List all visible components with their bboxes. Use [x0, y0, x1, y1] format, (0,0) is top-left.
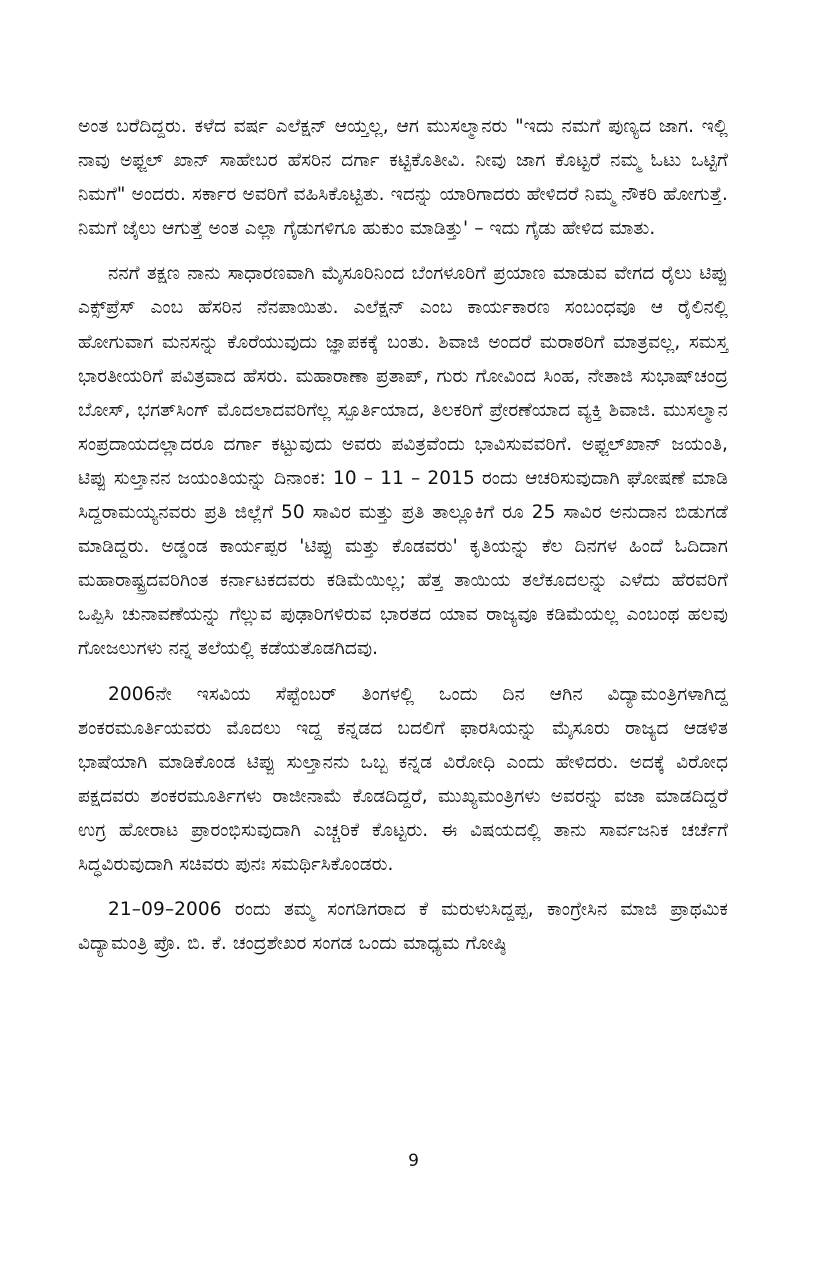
page-body	[78, 110, 728, 961]
page-number: 9	[408, 1151, 419, 1171]
paragraph-2: ನನಗೆ ತಕ್ಷಣ ನಾನು ಸಾಧಾರಣವಾಗಿ ಮೈಸೂರಿನಿಂದ ಬೆಂಗಳೂರಿಗೆ ಪ್ರಯಾಣ ಮಾಡುವ ವೇಗದ ರೈಲು ಟಿಪ್ಪು ಎಕ್ಸ್‌ಪ್ರೆಸ್ ಎಂಬ ಹೆಸರಿನ ನೆನಪಾಯಿತು. ಎಲೆಕ್ಷನ್ ಎಂಬ ಕಾರ್ಯಕಾರಣ ಸಂಬಂಧವೂ ಆ ರೈಲಿನಲ್ಲಿ ಹೋಗುವಾಗ ಮನಸನ್ನು ಕೊರೆಯುವುದು ಜ್ಞಾಪಕಕ್ಕೆ ಬಂತು. ಶಿವಾಜಿ ಅಂದರೆ ಮರಾಠರಿಗೆ ಮಾತ್ರವಲ್ಲ, ಸಮಸ್ತ ಭಾರತೀಯರಿಗೆ ಪವಿತ್ರವಾದ ಹೆಸರು. ಮಹಾರಾಣಾ ಪ್ರತಾಪ್, ಗುರು ಗೋವಿಂದ ಸಿಂಹ, ನೇತಾಜಿ ಸುಭಾಷ್‌ಚಂದ್ರ ಬೋಸ್, ಭಗತ್‌ಸಿಂಗ್ ಮೊದಲಾದವರಿಗೆಲ್ಲ ಸ್ಪೂರ್ತಿಯಾದ, ತಿಲಕರಿಗೆ ಪ್ರೇರಣೆಯಾದ ವ್ಯಕ್ತಿ ಶಿವಾಜಿ. ಮುಸಲ್ಮಾನ ಸಂಪ್ರದಾಯದಲ್ಲಾದರೂ ದರ್ಗಾ ಕಟ್ಟುವುದು ಅವರು ಪವಿತ್ರವೆಂದು ಭಾವಿಸುವವರಿಗೆ. ಅಫ್ಜಲ್‌ಖಾನ್ ಜಯಂತಿ, ಟಿಪ್ಪು ಸುಲ್ತಾನನ ಜಯಂತಿಯನ್ನು ದಿನಾಂಕ: 10 – 11 – 2015 ರಂದು ಆಚರಿಸುವುದಾಗಿ ಘೋಷಣೆ ಮಾಡಿ ಸಿದ್ದರಾಮಯ್ಯನವರು ಪ್ರತಿ ಜಿಲ್ಲೆಗೆ 50 ಸಾವಿರ ಮತ್ತು ಪ್ರತಿ ತಾಲ್ಲೂಕಿಗೆ ರೂ 25 ಸಾವಿರ ಅನುದಾನ ಬಿಡುಗಡೆ ಮಾಡಿದ್ದರು. ಅಡ್ಡಂಡ ಕಾರ್ಯಪ್ಪರ 'ಟಿಪ್ಪು ಮತ್ತು ಕೊಡವರು' ಕೃತಿಯನ್ನು ಕೆಲ ದಿನಗಳ ಹಿಂದೆ ಓದಿದಾಗ ಮಹಾರಾಷ್ಟ್ರದವರಿಗಿಂತ ಕರ್ನಾಟಕದವರು ಕಡಿಮೆಯಿಲ್ಲ; ಹೆತ್ತ ತಾಯಿಯ ತಲೆಕೂದಲನ್ನು ಎಳೆದು ಹೆರವರಿಗೆ ಒಪ್ಪಿಸಿ ಚುನಾವಣೆಯನ್ನು ಗೆಲ್ಲುವ ಪುಢಾರಿಗಳಿರುವ ಭಾರತದ ಯಾವ ರಾಜ್ಯವೂ ಕಡಿಮೆಯಲ್ಲ ಎಂಬಂಥ ಹಲವು ಗೋಜಲುಗಳು ನನ್ನ ತಲೆಯಲ್ಲಿ ಕಡೆಯತೊಡಗಿದವು.	[78, 263, 728, 660]
paragraph-4: 21–09–2006 ರಂದು ತಮ್ಮ ಸಂಗಡಿಗರಾದ ಕೆ ಮರುಳುಸಿದ್ದಪ್ಪ, ಕಾಂಗ್ರೇಸಿನ ಮಾಜಿ ಪ್ರಾಥಮಿಕ ವಿದ್ಯಾಮಂತ್ರಿ ಪ್ರೊ. ಬಿ. ಕೆ. ಚಂದ್ರಶೇಖರ ಸಂಗಡ ಒಂದು ಮಾಧ್ಯಮ ಗೋಷ್ಠಿ	[78, 899, 728, 955]
paragraph-3: 2006ನೇ ಇಸವಿಯ ಸೆಪ್ಟೆಂಬರ್ ತಿಂಗಳಲ್ಲಿ ಒಂದು ದಿನ ಆಗಿನ ವಿದ್ಯಾಮಂತ್ರಿಗಳಾಗಿದ್ದ ಶಂಕರಮೂರ್ತಿಯವರು ಮೊದಲು ಇದ್ದ ಕನ್ನಡದ ಬದಲಿಗೆ ಫಾರಸಿಯನ್ನು ಮೈಸೂರು ರಾಜ್ಯದ ಆಡಳಿತ ಭಾಷೆಯಾಗಿ ಮಾಡಿಕೊಂಡ ಟಿಪ್ಪು ಸುಲ್ತಾನನು ಒಬ್ಬ ಕನ್ನಡ ವಿರೋಧಿ ಎಂದು ಹೇಳಿದರು. ಅದಕ್ಕೆ ವಿರೋಧ ಪಕ್ಷದವರು ಶಂಕರಮೂರ್ತಿಗಳು ರಾಜೀನಾಮೆ ಕೊಡದಿದ್ದರೆ, ಮುಖ್ಯಮಂತ್ರಿಗಳು ಅವರನ್ನು ವಜಾ ಮಾಡದಿದ್ದರೆ ಉಗ್ರ ಹೋರಾಟ ಪ್ರಾರಂಭಿಸುವುದಾಗಿ ಎಚ್ಚರಿಕೆ ಕೊಟ್ಟರು. ಈ ವಿಷಯದಲ್ಲಿ ತಾನು ಸಾರ್ವಜನಿಕ ಚರ್ಚೆಗೆ ಸಿದ್ಧವಿರುವುದಾಗಿ ಸಚಿವರು ಪುನಃ ಸಮರ್ಥಿಸಿಕೊಂಡರು.	[78, 683, 728, 875]
paragraph-1: ಅಂತ ಬರೆದಿದ್ದರು. ಕಳೆದ ವರ್ಷ ಎಲೆಕ್ಷನ್ ಆಯ್ತಲ್ಲ, ಆಗ ಮುಸಲ್ಮಾನರು "ಇದು ನಮಗೆ ಪುಣ್ಯದ ಜಾಗ. ಇಲ್ಲಿ ನಾವು ಅಫ್ಜಲ್ ಖಾನ್ ಸಾಹೇಬರ ಹೆಸರಿನ ದರ್ಗಾ ಕಟ್ಟಿಕೊತೀವಿ. ನೀವು ಜಾಗ ಕೊಟ್ಟರೆ ನಮ್ಮ ಓಟು ಒಟ್ಟಿಗೆ ನಿಮಗೆ" ಅಂದರು. ಸರ್ಕಾರ ಅವರಿಗೆ ವಹಿಸಿಕೊಟ್ಟಿತು. ಇದನ್ನು ಯಾರಿಗಾದರು ಹೇಳಿದರೆ ನಿಮ್ಮ ನೌಕರಿ ಹೋಗುತ್ತೆ. ನಿಮಗೆ ಜೈಲು ಆಗುತ್ತೆ ಅಂತ ಎಲ್ಲಾ ಗೈಡುಗಳಿಗೂ ಹುಕುಂ ಮಾಡಿತ್ತು' – ಇದು ಗೈಡು ಹೇಳಿದ ಮಾತು.	[78, 116, 728, 240]
